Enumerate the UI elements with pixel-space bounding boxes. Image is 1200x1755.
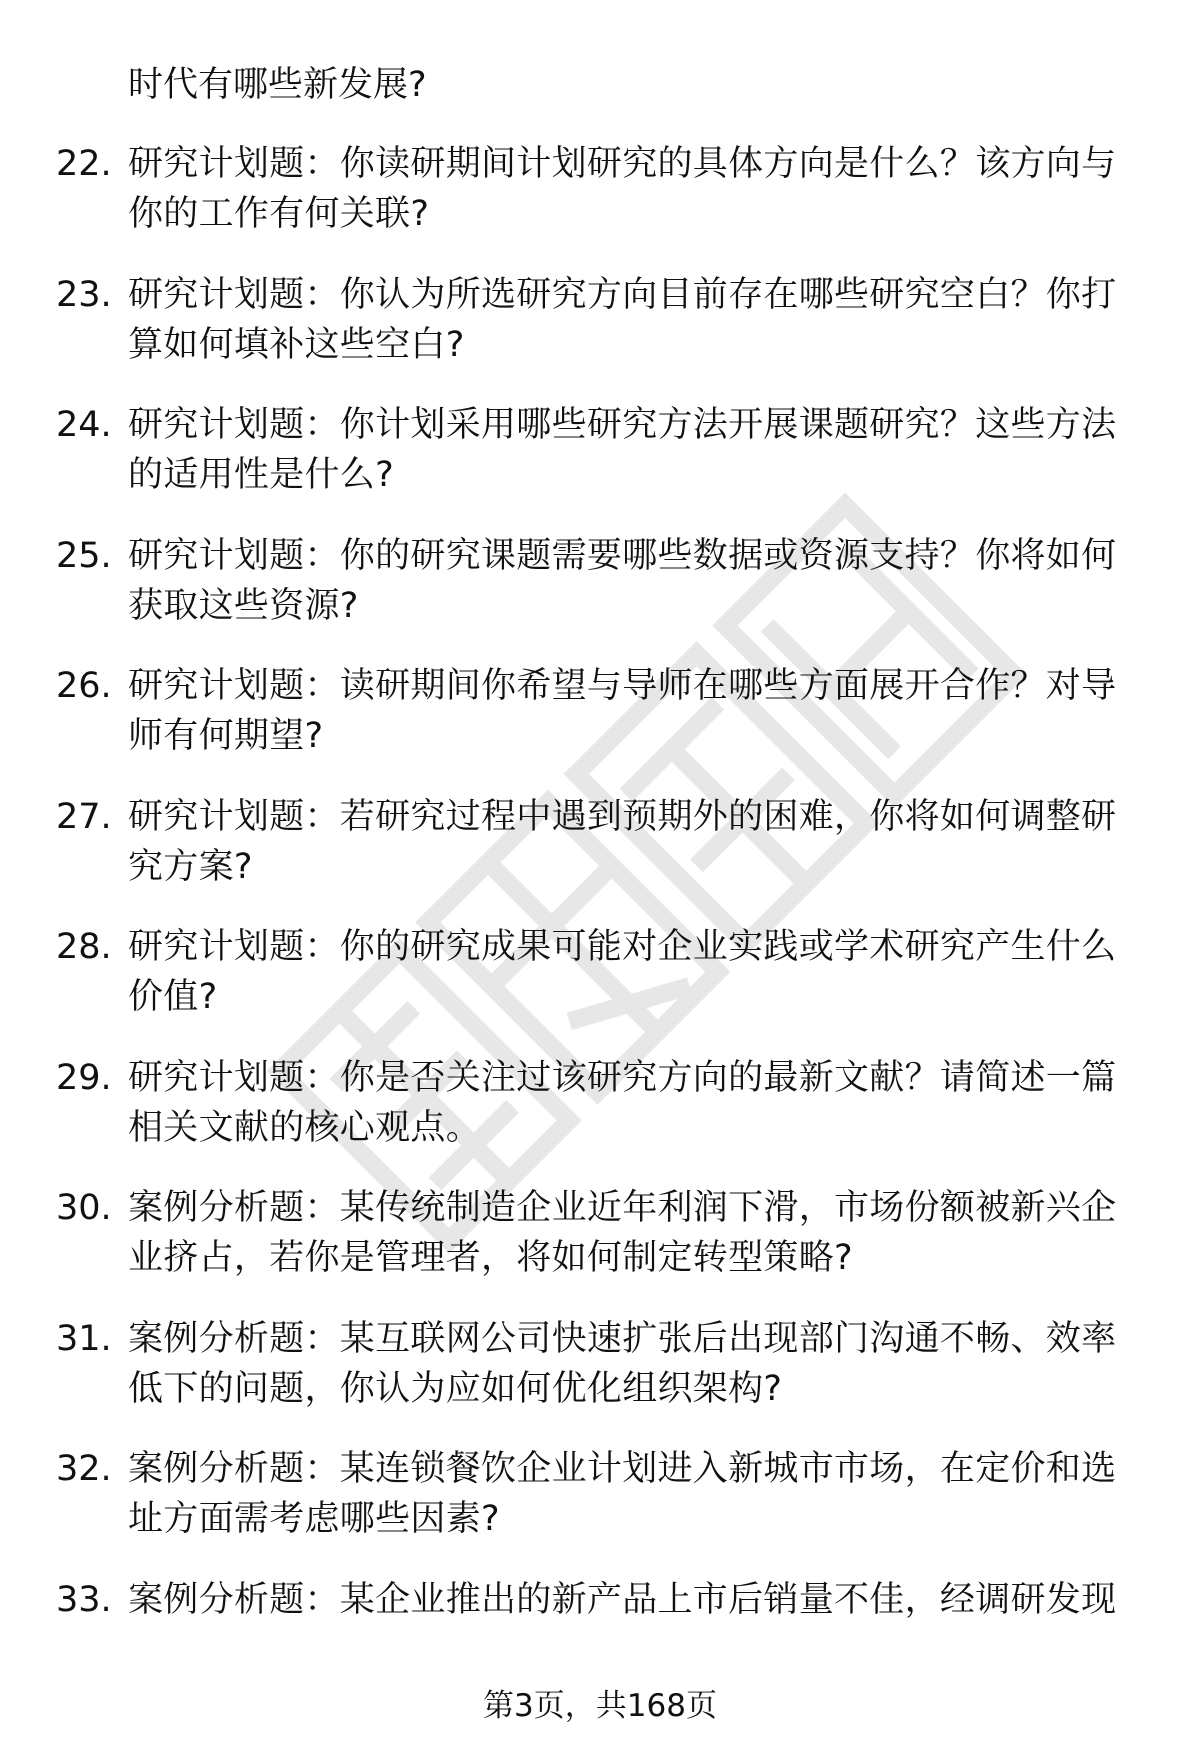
question-number: 22.: [56, 144, 112, 184]
question-text: 案例分析题：某互联网公司快速扩张后出现部门沟通不畅、效率低下的问题，你认为应如何优化组织架构?: [128, 1318, 1117, 1409]
question-number: 23.: [56, 274, 112, 315]
question-number: 32.: [56, 1449, 112, 1489]
question-item: [0, 1053, 1200, 1184]
question-number: 31.: [56, 1318, 112, 1359]
question-text: 研究计划题：若研究过程中遇到预期外的困难，你将如何调整研究方案?: [128, 796, 1117, 887]
question-item: [0, 139, 1200, 270]
question-item: [0, 792, 1200, 923]
question-item: [0, 1444, 1200, 1575]
question-list: [0, 139, 1200, 1705]
continuation-text: 时代有哪些新发展?: [128, 65, 427, 105]
question-text: 研究计划题：读研期间你希望与导师在哪些方面展开合作？对导师有何期望?: [128, 666, 1117, 756]
question-text: 研究计划题：你读研期间计划研究的具体方向是什么？该方向与你的工作有何关联?: [128, 144, 1117, 234]
question-text: 案例分析题：某连锁餐饮企业计划进入新城市市场，在定价和选址方面需考虑哪些因素?: [128, 1449, 1117, 1539]
question-number: 27.: [56, 796, 112, 837]
question-item: [0, 922, 1200, 1053]
question-text: 案例分析题：某传统制造企业近年利润下滑，市场份额被新兴企业挤占，若你是管理者，将如何制定转型策略?: [128, 1188, 1117, 1278]
question-number: 30.: [56, 1188, 112, 1228]
question-item: [0, 531, 1200, 662]
question-item: [0, 1183, 1200, 1314]
question-number: 28.: [56, 927, 112, 967]
question-number: 33.: [56, 1579, 112, 1620]
question-number: 24.: [56, 405, 112, 445]
question-number: 25.: [56, 535, 112, 576]
question-text: 研究计划题：你是否关注过该研究方向的最新文献？请简述一篇相关文献的核心观点。: [128, 1057, 1117, 1148]
question-item: [0, 400, 1200, 531]
question-text: 研究计划题：你的研究成果可能对企业实践或学术研究产生什么价值?: [128, 927, 1117, 1017]
question-text: 研究计划题：你的研究课题需要哪些数据或资源支持？你将如何获取这些资源?: [128, 535, 1117, 626]
page-footer: 第3页，共168页: [483, 1688, 717, 1724]
question-item: [0, 661, 1200, 792]
question-text: 案例分析题：某企业推出的新产品上市后销量不佳，经调研发现: [128, 1579, 1117, 1620]
question-text: 研究计划题：你认为所选研究方向目前存在哪些研究空白？你打算如何填补这些空白?: [128, 274, 1117, 365]
question-item: [0, 270, 1200, 401]
question-item: [0, 1314, 1200, 1445]
question-number: 29.: [56, 1057, 112, 1098]
question-number: 26.: [56, 666, 112, 706]
question-text: 研究计划题：你计划采用哪些研究方法开展课题研究？这些方法的适用性是什么?: [128, 405, 1117, 495]
